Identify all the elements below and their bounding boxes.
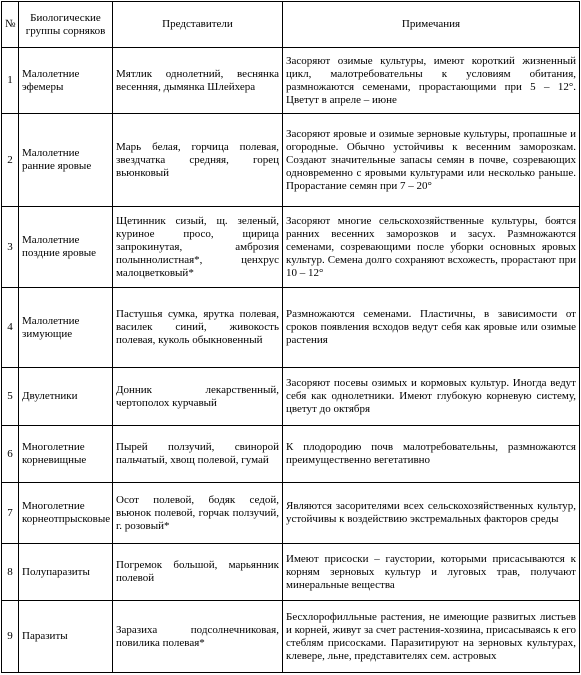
row-num: 5 (2, 368, 19, 426)
table-header-row (2, 2, 580, 48)
header-notes: Примечания (283, 2, 580, 48)
row-representatives: Пырей ползучий, свинорой пальчатый, хвощ полевой, гумай (113, 426, 283, 483)
row-notes: Бесхлорофилльные растения, не имеющие развитых листьев и корней, живут за счет растения-хозяина, присасываясь к его стеблям присосками. Паразитируют на зерновых культурах, клевере, льне, представителях сем. астровых (283, 601, 580, 673)
weed-groups-table (1, 1, 580, 673)
row-group: Двулетники (19, 368, 113, 426)
row-representatives: Погремок большой, марьянник полевой (113, 544, 283, 601)
row-num: 1 (2, 48, 19, 114)
row-representatives: Заразиха подсолнечниковая, повилика полевая* (113, 601, 283, 673)
header-num: № (2, 2, 19, 48)
row-num: 2 (2, 114, 19, 207)
row-notes: Размножаются семенами. Пластичны, в зависимости от сроков появления всходов ведут себя как яровые или озимые растения (283, 288, 580, 368)
row-group: Малолетние зимующие (19, 288, 113, 368)
row-group: Малолетние эфемеры (19, 48, 113, 114)
row-notes: Засоряют озимые культуры, имеют короткий жизненный цикл, малотребовательны к условиям обитания, размножаются семенами, прорастающими при 5 – 12°. Цветут в апреле – июне (283, 48, 580, 114)
table-row (2, 544, 580, 601)
row-num: 7 (2, 483, 19, 544)
row-group: Многолетние корнеотпрысковые (19, 483, 113, 544)
row-group: Полупаразиты (19, 544, 113, 601)
row-notes: Засоряют посевы озимых и кормовых культур. Иногда ведут себя как однолетники. Имеют глубокую корневую систему, цветут до октября (283, 368, 580, 426)
row-num: 9 (2, 601, 19, 673)
row-representatives: Мятлик однолетний, веснянка весенняя, дымянка Шлейхера (113, 48, 283, 114)
table-row (2, 426, 580, 483)
row-representatives: Пастушья сумка, ярутка полевая, василек синий, живокость полевая, куколь обыкновенный (113, 288, 283, 368)
row-num: 3 (2, 207, 19, 288)
row-num: 8 (2, 544, 19, 601)
table-row (2, 207, 580, 288)
row-notes: Являются засорителями всех сельскохозяйственных культур, устойчивы к воздействию экстремальных факторов среды (283, 483, 580, 544)
table-row (2, 114, 580, 207)
row-num: 4 (2, 288, 19, 368)
table-row (2, 288, 580, 368)
header-representatives: Представители (113, 2, 283, 48)
row-group: Малолетние ранние яровые (19, 114, 113, 207)
row-notes: Засоряют многие сельскохозяйственные культуры, боятся ранних весенних заморозков и засух. Размножаются семенами, созревающими после уборки основных яровых культур. Семена долго сохраняют всхожесть, прорастают при 10 – 12° (283, 207, 580, 288)
row-group: Паразиты (19, 601, 113, 673)
table-row (2, 48, 580, 114)
table-row (2, 368, 580, 426)
row-notes: К плодородию почв малотребовательны, размножаются преимущественно вегетативно (283, 426, 580, 483)
row-representatives: Донник лекарственный, чертополох курчавый (113, 368, 283, 426)
row-group: Многолетние корневищные (19, 426, 113, 483)
row-notes: Засоряют яровые и озимые зерновые культуры, пропашные и огородные. Обычно устойчивы к весенним заморозкам. Создают значительные запасы семян в почве, созревающих одновременно с яровыми культурами или несколько раньше. Прорастание семян при 7 – 20° (283, 114, 580, 207)
row-representatives: Марь белая, горчица полевая, звездчатка средняя, горец вьюнковый (113, 114, 283, 207)
table-row (2, 483, 580, 544)
header-group: Биологические группы сорняков (19, 2, 113, 48)
row-representatives: Щетинник сизый, щ. зеленый, куриное просо, щирица запрокинутая, амброзия полыннолистная*, ценхрус малоцветковый* (113, 207, 283, 288)
row-representatives: Осот полевой, бодяк седой, вьюнок полевой, горчак ползучий, г. розовый* (113, 483, 283, 544)
row-num: 6 (2, 426, 19, 483)
table-row (2, 601, 580, 673)
row-notes: Имеют присоски – гаустории, которыми присасываются к корням зерновых культур и луговых трав, получают минеральные вещества (283, 544, 580, 601)
row-group: Малолетние поздние яровые (19, 207, 113, 288)
